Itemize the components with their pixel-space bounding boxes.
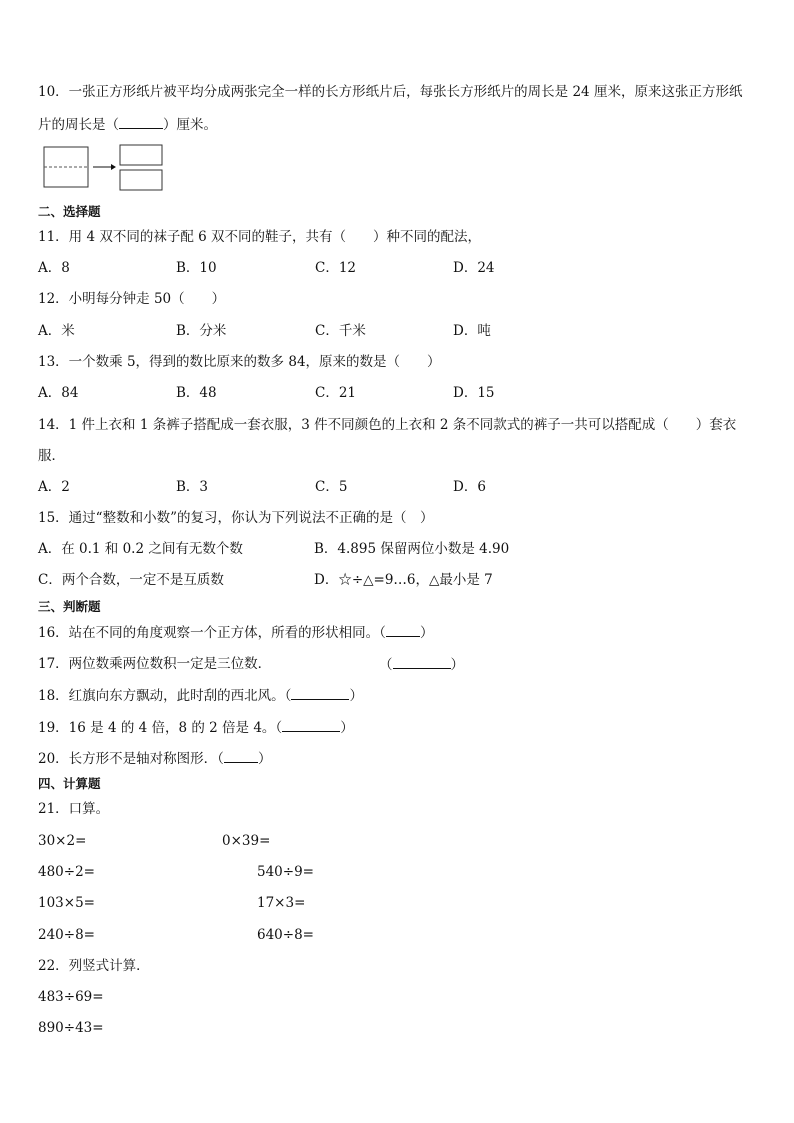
q20-line [38, 749, 271, 768]
q17-text: 17．两位数乘两位数积一定是三位数． [38, 656, 272, 672]
q10-line1: 10．一张正方形纸片被平均分成两张完全一样的长方形纸片后，每张长方形纸片的周长是 24 厘米，原来这张正方形纸 [38, 84, 743, 100]
q11-stem: 11．用 4 双不同的袜子配 6 双不同的鞋子，共有（ ）种不同的配法， [38, 229, 482, 245]
q15-option-b[interactable]: B．4.895 保留两位小数是 4.90 [314, 541, 510, 557]
rectangle-top [120, 145, 162, 165]
q17-open: （ [379, 657, 393, 673]
q10-post: ）厘米。 [163, 117, 217, 133]
q16-close: ） [419, 625, 434, 641]
q19-text: 19．16 是 4 的 4 倍，8 的 2 倍是 4。（ [38, 720, 283, 736]
square-to-rectangles-diagram [43, 143, 165, 193]
q10-pre: 片的周长是（ [38, 117, 119, 133]
q20-close: ） [257, 751, 272, 767]
q19-close: ） [340, 720, 354, 736]
q18-close: ） [349, 688, 363, 704]
q15-option-c[interactable]: C．两个合数，一定不是互质数 [38, 572, 224, 588]
q12-option-d[interactable]: D．吨 [453, 323, 491, 339]
q21-item: 17×3= [257, 895, 306, 911]
answer-blank[interactable] [119, 115, 163, 129]
q13-option-d[interactable]: D．15 [453, 385, 495, 401]
q14-option-b[interactable]: B．3 [176, 479, 209, 495]
q21-item: 0×39= [222, 833, 271, 849]
q16-line [38, 623, 433, 642]
q16-text: 16．站在不同的角度观察一个正方体，所看的形状相同。（ [38, 625, 386, 641]
q14-line1: 14．1 件上衣和 1 条裤子搭配成一套衣服，3 件不同颜色的上衣和 2 条不同款式的裤子一共可以搭配成（ ）套衣 [38, 417, 737, 433]
q11-option-c[interactable]: C．12 [315, 260, 357, 276]
answer-blank[interactable] [282, 718, 340, 732]
q15-option-a[interactable]: A．在 0.1 和 0.2 之间有无数个数 [38, 541, 243, 557]
q21-item: 30×2= [38, 833, 87, 849]
q11-option-a[interactable]: A．8 [38, 260, 70, 276]
q18-text: 18．红旗向东方飘动，此时刮的西北风。（ [38, 688, 292, 704]
answer-blank[interactable] [393, 655, 451, 669]
q12-option-a[interactable]: A．米 [38, 323, 75, 339]
arrow-head [111, 164, 116, 170]
q13-option-a[interactable]: A．84 [38, 385, 79, 401]
q21-item: 480÷2= [38, 864, 95, 880]
q15-option-d[interactable]: D．☆÷△=9…6，△最小是 7 [314, 572, 493, 588]
q21-item: 540÷9= [257, 864, 314, 880]
q22-stem: 22．列竖式计算． [38, 958, 150, 974]
q20-text: 20．长方形不是轴对称图形．（ [38, 751, 224, 767]
q19-line [38, 718, 354, 737]
q14-option-d[interactable]: D．6 [453, 479, 486, 495]
q14-line2: 服． [38, 448, 65, 464]
q14-option-a[interactable]: A．2 [38, 479, 70, 495]
section-heading-calc: 四、计算题 [38, 776, 101, 791]
rectangle-bottom [120, 170, 162, 190]
q18-line [38, 686, 363, 705]
q21-item: 640÷8= [257, 927, 314, 943]
q12-stem: 12．小明每分钟走 50（ ） [38, 291, 226, 307]
answer-blank[interactable] [291, 686, 349, 700]
q13-stem: 13．一个数乘 5，得到的数比原来的数多 84，原来的数是（ ） [38, 354, 441, 370]
q12-option-c[interactable]: C．千米 [315, 323, 366, 339]
section-heading-judge: 三、判断题 [38, 599, 101, 614]
q14-option-c[interactable]: C．5 [315, 479, 348, 495]
q17-answer [379, 655, 464, 674]
q15-stem: 15．通过“整数和小数”的复习，你认为下列说法不正确的是（ ） [38, 510, 434, 526]
q22-item: 483÷69= [38, 989, 104, 1005]
q12-option-b[interactable]: B．分米 [176, 323, 227, 339]
q10-line2 [38, 115, 217, 134]
q11-option-b[interactable]: B．10 [176, 260, 217, 276]
answer-blank[interactable] [386, 623, 420, 637]
q22-item: 890÷43= [38, 1020, 104, 1036]
answer-blank[interactable] [224, 749, 258, 763]
section-heading-choice: 二、选择题 [38, 204, 101, 219]
q21-stem: 21．口算。 [38, 801, 110, 817]
q21-item: 103×5= [38, 895, 95, 911]
q17-close: ） [450, 657, 464, 673]
q13-option-b[interactable]: B．48 [176, 385, 217, 401]
q11-option-d[interactable]: D．24 [453, 260, 495, 276]
q21-item: 240÷8= [38, 927, 95, 943]
q13-option-c[interactable]: C．21 [315, 385, 357, 401]
